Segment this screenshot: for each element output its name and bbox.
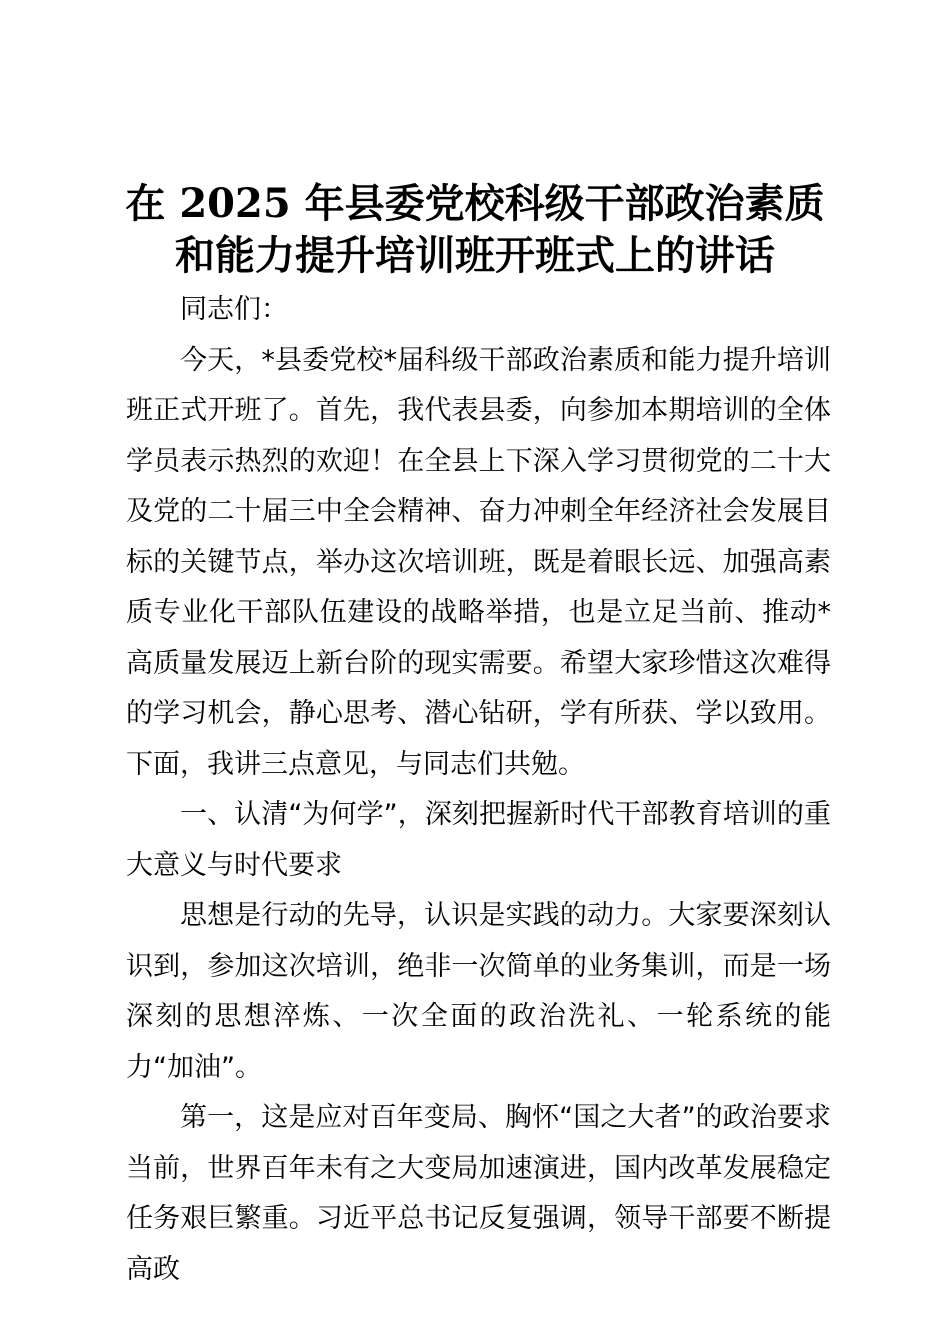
document-title: [100, 178, 850, 282]
body-paragraph: 第一，这是应对百年变局、胸怀“国之大者”的政治要求当前，世界百年未有之大变局加速演进，国内改革发展稳定任务艰巨繁重。习近平总书记反复强调，领导干部要不断提高政: [126, 1102, 831, 1285]
document-body: [126, 285, 831, 1295]
salutation: 同志们：: [180, 294, 288, 325]
title-line-1: 在 2025 年县委党校科级干部政治素质: [125, 180, 825, 227]
opening-paragraph: 今天，*县委党校*届科级干部政治素质和能力提升培训班正式开班了。首先，我代表县委，向参加本期培训的全体学员表示热烈的欢迎！在全县上下深入学习贯彻党的二十大及党的二十届三中全会精神、奋力冲刺全年经济社会发展目标的关键节点，举办这次培训班，既是着眼长远、加强高素质专业化干部队伍建设的战略举措，也是立足当前、推动*高质量发展迈上新台阶的现实需要。希望大家珍惜这次难得的学习机会，静心思考、潜心钻研，学有所获、学以致用。下面，我讲三点意见，与同志们共勉。: [126, 344, 831, 780]
section-heading-1: 一、认清“为何学”，深刻把握新时代干部教育培训的重大意义与时代要求: [126, 799, 831, 881]
body-paragraph: 思想是行动的先导，认识是实践的动力。大家要深刻认识到，参加这次培训，绝非一次简单的业务集训，而是一场深刻的思想淬炼、一次全面的政治洗礼、一轮系统的能力“加油”。: [126, 900, 831, 1083]
title-line-2: 和能力提升培训班开班式上的讲话: [175, 232, 775, 279]
